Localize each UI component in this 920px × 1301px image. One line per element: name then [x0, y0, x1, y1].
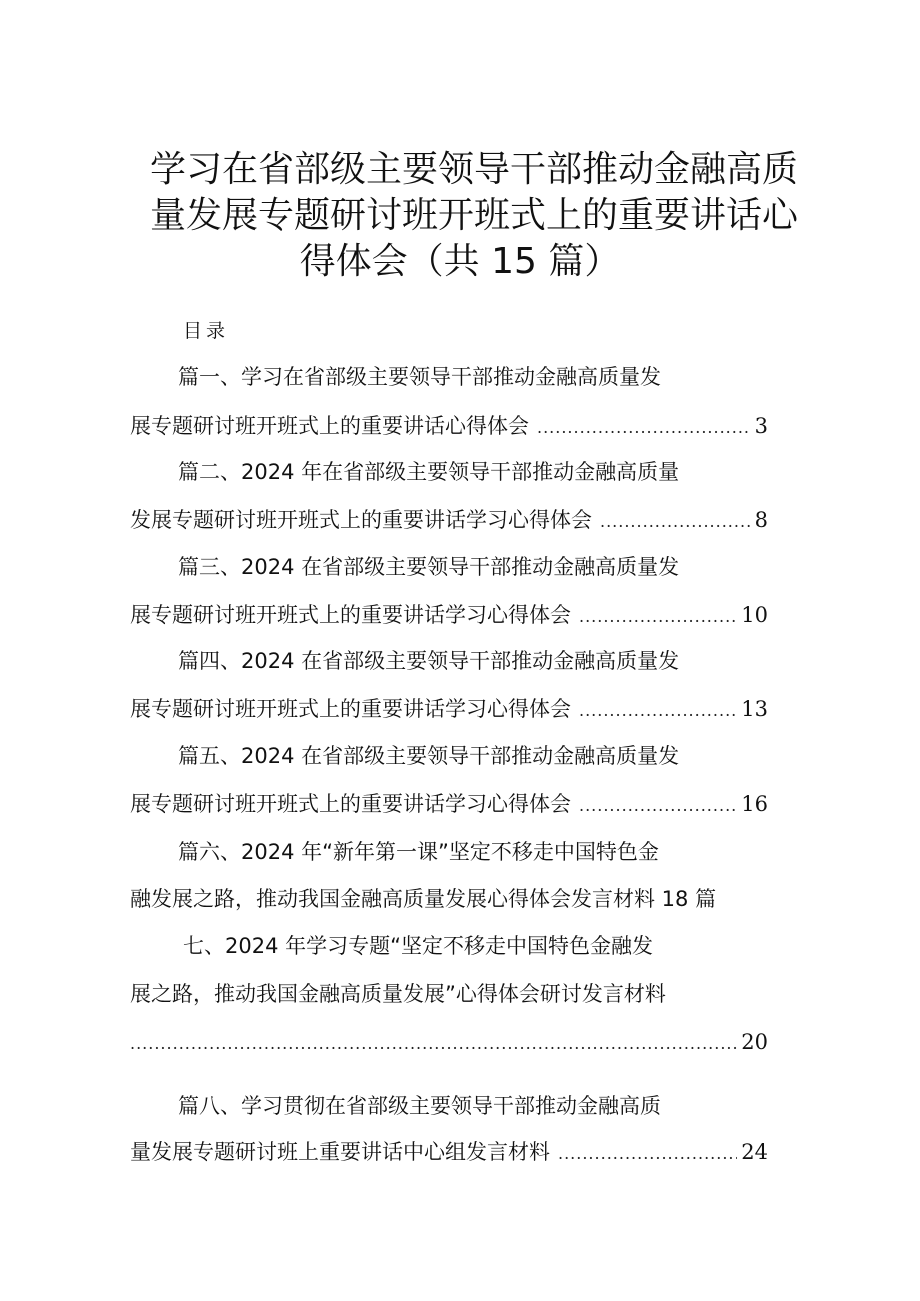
toc-entry-text: 展专题研讨班开班式上的重要讲话心得体会 [130, 414, 529, 438]
toc-entry-4-line-2[interactable] [130, 694, 768, 726]
toc-heading: 目录 [183, 320, 230, 342]
toc-entry-7-line-1[interactable]: 七、2024 年学习专题“坚定不移走中国特色金融发 [183, 934, 653, 958]
dot-leader [130, 1029, 737, 1059]
dot-leader [537, 413, 751, 443]
toc-entry-5-line-1[interactable]: 篇五、2024 在省部级主要领导干部推动金融高质量发 [178, 744, 680, 768]
toc-entry-7-line-2[interactable]: 展之路，推动我国金融高质量发展”心得体会研讨发言材料 [130, 982, 666, 1006]
toc-entry-2-line-2[interactable] [130, 505, 768, 537]
toc-entry-1-line-1[interactable]: 篇一、学习在省部级主要领导干部推动金融高质量发 [178, 365, 661, 389]
dot-leader [600, 507, 751, 537]
toc-entry-6-line-2[interactable]: 融发展之路，推动我国金融高质量发展心得体会发言材料 18 篇 [130, 887, 717, 911]
toc-entry-3-line-1[interactable]: 篇三、2024 在省部级主要领导干部推动金融高质量发 [178, 555, 680, 579]
toc-entry-3-line-2[interactable] [130, 600, 768, 632]
toc-page-number: 16 [741, 792, 768, 816]
toc-entry-text: 展专题研讨班开班式上的重要讲话学习心得体会 [130, 697, 571, 721]
toc-page-number: 3 [754, 414, 768, 438]
toc-page-number: 13 [741, 697, 768, 721]
dot-leader [579, 602, 737, 632]
toc-entry-1-line-2[interactable] [130, 411, 768, 443]
dot-leader [579, 696, 737, 726]
toc-entry-text: 量发展专题研讨班上重要讲话中心组发言材料 [130, 1140, 550, 1164]
toc-page-number: 24 [741, 1140, 768, 1164]
toc-entry-8-line-1[interactable]: 篇八、学习贯彻在省部级主要领导干部推动金融高质 [178, 1094, 661, 1118]
toc-entry-5-line-2[interactable] [130, 789, 768, 821]
document-title [150, 147, 799, 285]
toc-entry-4-line-1[interactable]: 篇四、2024 在省部级主要领导干部推动金融高质量发 [178, 649, 680, 673]
title-line-3: 得体会（共 15 篇） [299, 241, 621, 282]
dot-leader [579, 791, 737, 821]
toc-page-number: 8 [754, 508, 768, 532]
toc-entry-text: 发展专题研讨班开班式上的重要讲话学习心得体会 [130, 508, 592, 532]
toc-entry-text: 展专题研讨班开班式上的重要讲话学习心得体会 [130, 603, 571, 627]
toc-entry-6-line-1[interactable]: 篇六、2024 年“新年第一课”坚定不移走中国特色金 [178, 840, 659, 864]
title-line-1: 学习在省部级主要领导干部推动金融高质 [150, 149, 799, 190]
toc-page-number: 20 [741, 1030, 768, 1054]
toc-entry-text: 展专题研讨班开班式上的重要讲话学习心得体会 [130, 792, 571, 816]
toc-entry-2-line-1[interactable]: 篇二、2024 年在省部级主要领导干部推动金融高质量 [178, 460, 680, 484]
toc-entry-8-line-2[interactable] [130, 1137, 768, 1169]
dot-leader [558, 1139, 737, 1169]
toc-entry-7-line-3[interactable] [130, 1027, 768, 1059]
title-line-2: 量发展专题研讨班开班式上的重要讲话心 [150, 195, 799, 236]
toc-page-number: 10 [741, 603, 768, 627]
